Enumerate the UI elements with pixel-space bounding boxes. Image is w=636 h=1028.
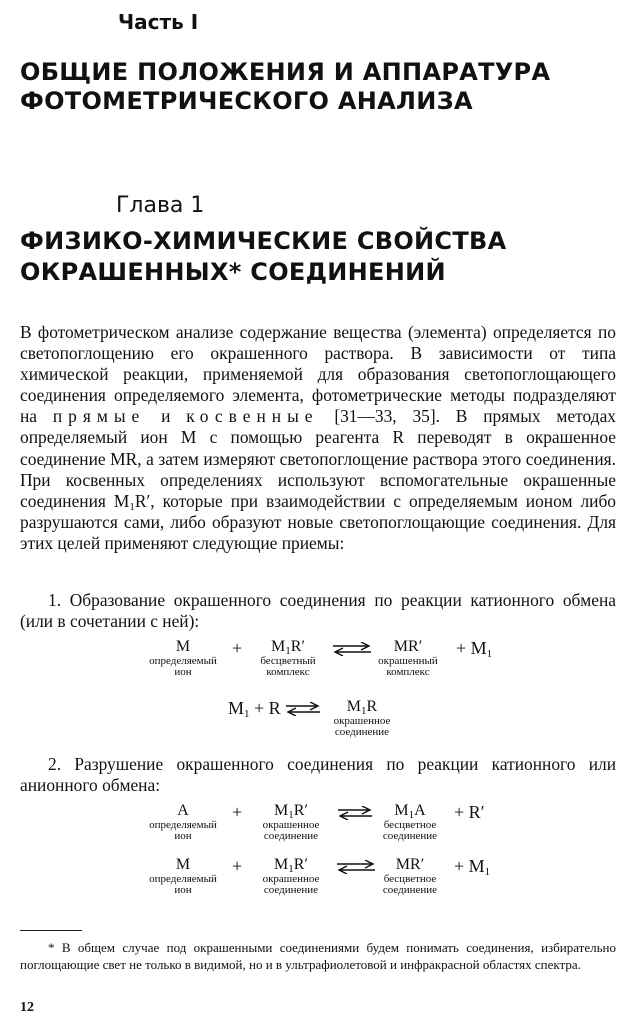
- eq2-product-main: M: [346, 698, 362, 715]
- eq3-reagent-sub: 1: [288, 809, 294, 821]
- eq3-ion-caption-1: определяемый: [149, 819, 217, 831]
- method-item-2: 2. Разрушение окрашенного соединения по реакции катионного или анионного обмена:: [20, 754, 616, 796]
- footnote-divider: [20, 930, 82, 931]
- eq4-product-caption-1: бесцветное: [383, 873, 437, 885]
- eq2-reactant-tail: + R: [249, 698, 281, 718]
- eq2-product-formula: [320, 698, 404, 716]
- eq4-plus: +: [232, 856, 243, 876]
- spaced-word-direct: прямые: [52, 406, 146, 427]
- part-title-line-2: ФОТОМЕТРИЧЕСКОГО АНАЛИЗА: [20, 87, 473, 115]
- intro-subscript: 1: [129, 500, 135, 513]
- eq1-reagent-tail: R′: [290, 638, 305, 655]
- eq1-reagent-main: M: [271, 638, 286, 655]
- eq3-product-formula: [368, 802, 452, 820]
- eq1-plus: +: [232, 638, 243, 658]
- eq4-ion-caption-2: ион: [174, 884, 192, 896]
- eq4-released-ion: [454, 856, 491, 878]
- intro-text-4: R′, которые при взаимодействии с определяемым ионом либо разрушаются сами, либо образуют новые светопоглощающие соединения. Для этих целей применяют следующие приемы:: [20, 490, 616, 553]
- eq2-product-tail: R: [366, 698, 378, 715]
- chapter-title: [20, 226, 506, 288]
- eq1-product-caption-2: комплекс: [386, 666, 430, 678]
- eq1-released-sub: 1: [486, 648, 493, 660]
- eq3-product-caption-2: соединение: [382, 830, 438, 842]
- intro-paragraph: [20, 322, 616, 554]
- eq3-product-tail: A: [414, 802, 426, 819]
- eq4-reagent-formula: [248, 856, 334, 874]
- eq3-ion-symbol: A: [177, 802, 189, 819]
- spaced-word-indirect: косвенные: [186, 406, 319, 427]
- equation-2: [0, 698, 636, 740]
- eq3-product-sub: 1: [408, 809, 415, 821]
- eq4-reagent-sub: 1: [288, 863, 294, 875]
- eq1-product-formula: MR′: [393, 638, 423, 655]
- eq1-reagent-formula: [248, 638, 328, 656]
- eq1-term-reagent: [248, 638, 328, 678]
- method-item-1: 1. Образование окрашенного соединения по реакции катионного обмена (или в сочетании с ней):: [20, 590, 616, 632]
- eq3-reagent-caption-2: соединение: [263, 830, 319, 842]
- eq1-reagent-caption-1: бесцветный: [260, 655, 316, 667]
- eq4-reagent-main: M: [274, 856, 289, 873]
- intro-text-1: В фотометрическом анализе содержание вещества (элемента) определяется по светопоглощению его окрашенного раствора. В зависимости от типа химической реакции, применяемой для образования светопоглощающего соединения определяемого элемента, фотометрические методы подразделяют на: [20, 322, 616, 427]
- eq1-ion-caption-2: ион: [174, 666, 192, 678]
- eq1-ion-caption-1: определяемый: [149, 655, 217, 667]
- eq3-term-product: [368, 802, 452, 842]
- eq2-reactant-main: M: [228, 698, 245, 718]
- eq1-ion-symbol: M: [175, 638, 191, 655]
- eq1-product-caption-1: окрашенный: [378, 655, 438, 667]
- eq3-reagent-tail: R′: [293, 802, 308, 819]
- chapter-title-line-2: ОКРАШЕННЫХ* СОЕДИНЕНИЙ: [20, 258, 446, 286]
- eq4-ion-caption-1: определяемый: [149, 873, 217, 885]
- eq3-ion-caption-2: ион: [174, 830, 192, 842]
- eq1-released-ion: [456, 638, 493, 660]
- eq4-released-sub: 1: [484, 866, 491, 878]
- intro-text-2: и: [145, 406, 187, 427]
- eq2-product-sub: 1: [361, 705, 367, 717]
- eq2-product-caption-2: соединение: [334, 726, 390, 738]
- eq4-released-main: + M: [454, 856, 485, 876]
- eq4-reagent-caption-1: окрашенное: [262, 873, 320, 885]
- eq3-product-main: M: [394, 802, 409, 819]
- eq4-term-product: [368, 856, 452, 896]
- eq2-reactant-sub: 1: [244, 708, 250, 720]
- eq2-term-product: [320, 698, 404, 738]
- eq3-reagent-main: M: [274, 802, 289, 819]
- eq1-term-ion: [128, 638, 238, 678]
- eq4-reagent-caption-2: соединение: [263, 884, 319, 896]
- eq1-reagent-caption-2: комплекс: [266, 666, 310, 678]
- eq1-reagent-sub: 1: [285, 645, 291, 657]
- chapter-title-line-1: ФИЗИКО-ХИМИЧЕСКИЕ СВОЙСТВА: [20, 227, 507, 255]
- intro-text-3: [31—33, 35]. В прямых методах определяемый ион M с помощью реагента R переводят в окрашенное соединение MR, а затем измеряют светопоглощение раствора этого соединения. При косвенных определениях используют вспомогательные окрашенные соединения M: [20, 406, 616, 511]
- eq3-plus: +: [232, 802, 243, 822]
- chapter-label: Глава 1: [116, 193, 205, 218]
- eq3-reagent-caption-1: окрашенное: [262, 819, 320, 831]
- eq1-released-main: + M: [456, 638, 487, 658]
- eq4-reagent-tail: R′: [293, 856, 308, 873]
- eq2-equilibrium-arrow-icon: [285, 702, 321, 716]
- eq3-reagent-formula: [248, 802, 334, 820]
- eq3-released-ion: + R′: [454, 802, 485, 822]
- eq3-product-caption-1: бесцветное: [383, 819, 437, 831]
- eq4-term-reagent: [248, 856, 334, 896]
- eq2-reactants: [228, 698, 281, 720]
- eq4-product-formula: MR′: [395, 856, 425, 873]
- equation-4: [0, 856, 636, 904]
- eq4-ion-symbol: M: [175, 856, 191, 873]
- equation-1: [0, 638, 636, 688]
- footnote: * В общем случае под окрашенными соединениями будем понимать соединения, избирательно поглощающие свет не только в видимой, но и в ультрафиолетовой и инфракрасной областях спектра.: [20, 940, 616, 972]
- eq4-term-ion: [128, 856, 238, 896]
- part-label: Часть I: [118, 10, 199, 34]
- page-number: 12: [20, 1000, 34, 1015]
- eq3-term-reagent: [248, 802, 334, 842]
- eq3-term-ion: [128, 802, 238, 842]
- eq4-product-caption-2: соединение: [382, 884, 438, 896]
- equation-3: [0, 802, 636, 848]
- eq1-term-product: [366, 638, 450, 678]
- part-title: [20, 58, 550, 116]
- part-title-line-1: ОБЩИЕ ПОЛОЖЕНИЯ И АППАРАТУРА: [20, 58, 551, 86]
- eq2-product-caption-1: окрашенное: [333, 715, 391, 727]
